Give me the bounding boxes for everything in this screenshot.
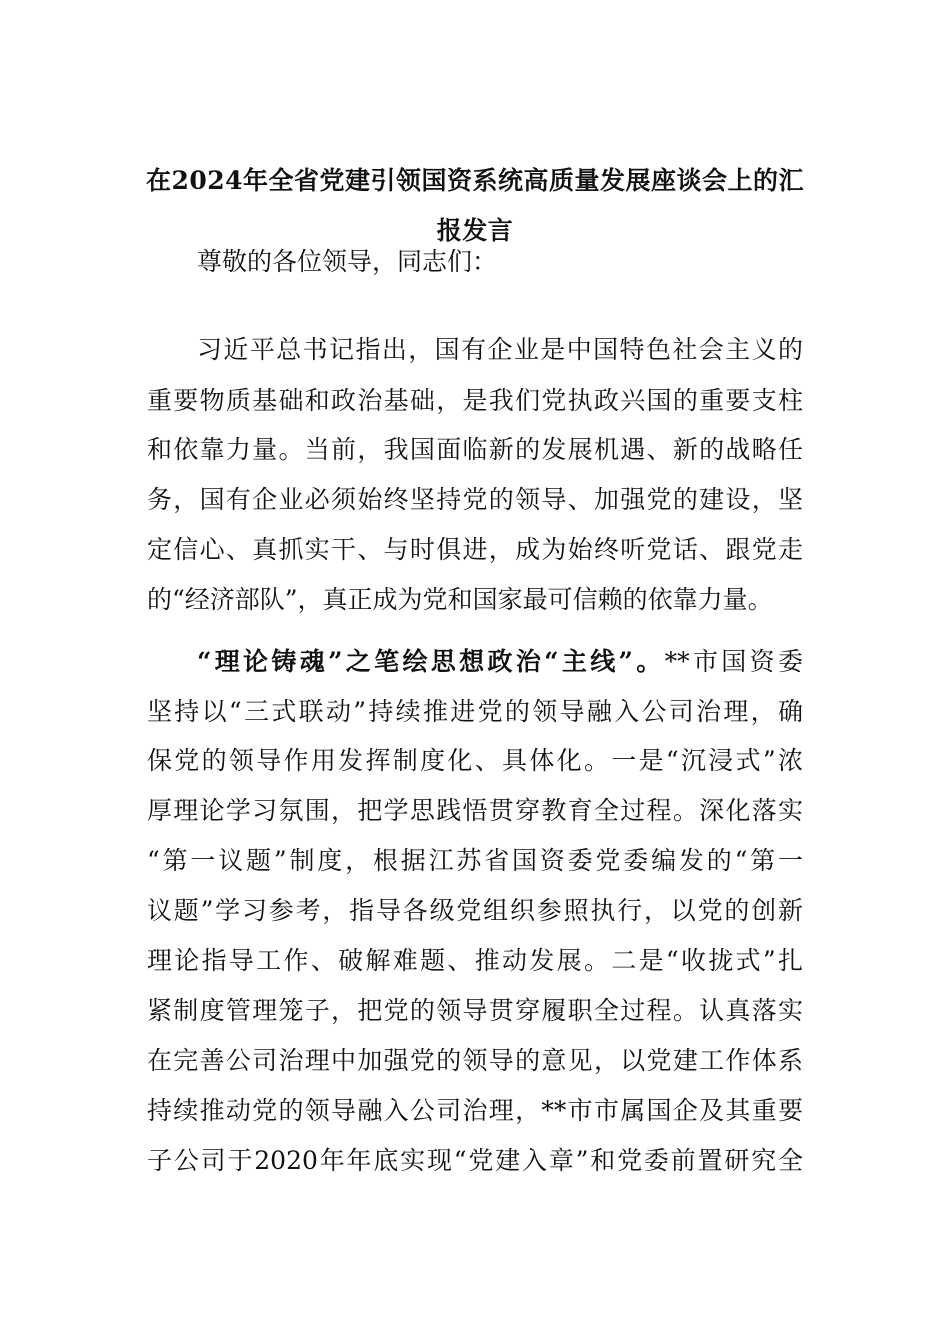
paragraph-2-line: 持续推动党的领导融入公司治理，**市市属国企及其重要 xyxy=(147,1096,803,1125)
paragraph-1-line: 重要物质基础和政治基础，是我们党执政兴国的重要支柱 xyxy=(147,386,803,415)
salutation: 尊敬的各位领导，同志们： xyxy=(197,247,498,276)
title-line-2: 报发言 xyxy=(436,216,514,245)
section-1-first-line xyxy=(197,636,803,688)
paragraph-2-line: 紧制度管理笼子，把党的领导贯穿履职全过程。认真落实 xyxy=(147,996,803,1025)
paragraph-2-line: 议题”学习参考，指导各级党组织参照执行，以党的创新 xyxy=(147,896,803,925)
paragraph-1-line: 务，国有企业必须始终坚持党的领导、加强党的建设，坚 xyxy=(147,485,803,514)
paragraph-1-line: 定信心、真抓实干、与时俱进，成为始终听党话、跟党走 xyxy=(147,535,803,564)
paragraph-2-line: 子公司于2020年年底实现“党建入章”和党委前置研究全 xyxy=(147,1146,803,1175)
paragraph-1-line: 的“经济部队”，真正成为党和国家最可信赖的依靠力量。 xyxy=(147,585,773,614)
section-1-heading: “理论铸魂”之笔绘思想政治“主线”。 xyxy=(197,647,665,676)
paragraph-2-line: 理论指导工作、破解难题、推动发展。二是“收拢式”扎 xyxy=(147,946,803,975)
paragraph-2-line: 厚理论学习氛围，把学思践悟贯穿教育全过程。深化落实 xyxy=(147,796,803,825)
paragraph-1-line: 和依靠力量。当前，我国面临新的发展机遇、新的战略任 xyxy=(147,435,803,464)
paragraph-2-line: 保党的领导作用发挥制度化、具体化。一是“沉浸式”浓 xyxy=(147,746,803,775)
section-1-first-line-rest: **市国资委 xyxy=(664,647,803,676)
paragraph-2-line: “第一议题”制度，根据江苏省国资委党委编发的“第一 xyxy=(147,846,803,875)
paragraph-2-line: 坚持以“三式联动”持续推进党的领导融入公司治理，确 xyxy=(147,697,803,726)
title-line-1: 在2024年全省党建引领国资系统高质量发展座谈会上的汇 xyxy=(145,166,805,195)
paragraph-2-line: 在完善公司治理中加强党的领导的意见，以党建工作体系 xyxy=(147,1046,803,1075)
paragraph-1-line: 习近平总书记指出，国有企业是中国特色社会主义的 xyxy=(197,335,803,364)
